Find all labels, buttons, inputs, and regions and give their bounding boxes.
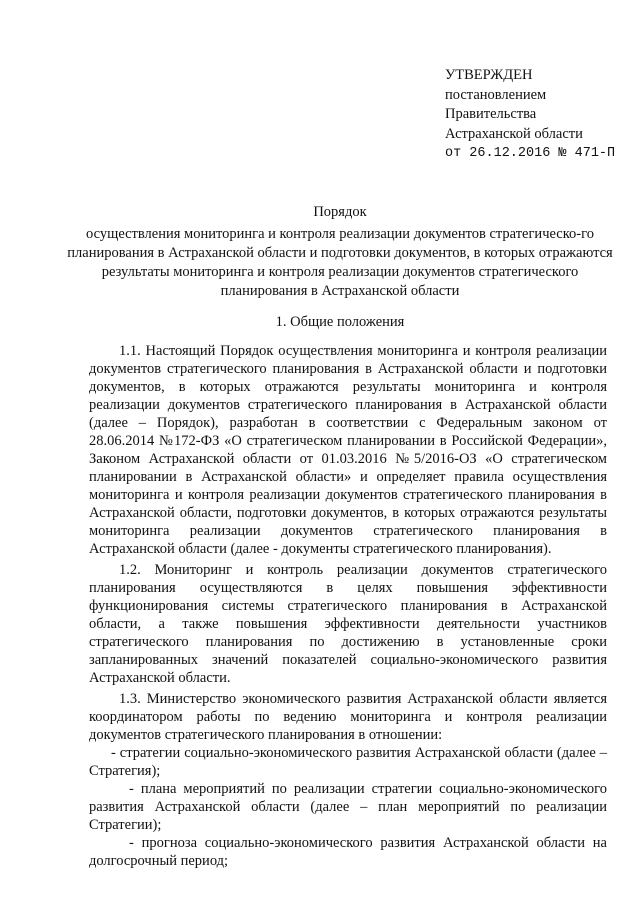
list-item-forecast: - прогноза социально-экономического развития Астраханской области на долгосрочный период; — [89, 835, 607, 869]
section-heading: 1. Общие положения — [275, 314, 405, 330]
document-title — [60, 203, 620, 301]
paragraph-1-2: 1.2. Мониторинг и контроль реализации документов стратегического планирования осуществляются в целях повышения эффективности функционирования системы стратегического планирования в Астраханской области, а также повышения эффективности деятельности участников стратегического планирования по достижению в установленные сроки запланированных значений показателей социально-экономического развития Астраханской области. — [89, 562, 607, 686]
paragraph-1-3: 1.3. Министерство экономического развития Астраханской области является координатором работы по ведению мониторинга и контроля реализации документов стратегического планирования в отношении: — [89, 691, 607, 743]
approval-line: Правительства — [445, 106, 537, 122]
approval-date: от 26.12.2016 № 471-П — [445, 146, 616, 161]
title-heading: Порядок — [313, 204, 367, 220]
approval-line: постановлением — [445, 86, 547, 103]
title-text: осуществления мониторинга и контроля реализации документов стратегическо-го планирования в Астраханской области и подготовки документов, в которых отражаются результаты мониторинга и контроля реализации документов стратегического планирования в Астраханской области — [67, 226, 613, 299]
approval-line: Астраханской области — [445, 125, 583, 142]
paragraph-1-1: 1.1. Настоящий Порядок осуществления мониторинга и контроля реализации документов стратегического планирования в Астраханской области и подготовки документов, в которых отражаются результаты мониторинга и контроля реализации документов стратегического планирования в Астраханской области (далее – Порядок), разработан в соответствии с Федеральным законом от 28.06.2014 №172-ФЗ «О стратегическом планировании в Российской Федерации», Законом Астраханской области от 01.03.2016 №5/2016-ОЗ «О стратегическом планировании в Астраханской области» и определяет правила осуществления мониторинга и контроля реализации документов стратегического планирования в Астраханской области, подготовки документов, в которых отражаются результаты мониторинга реализации документов стратегического планирования в Астраханской области (далее - документы стратегического планирования). — [89, 343, 607, 557]
approval-stamp — [445, 66, 615, 164]
approval-title: УТВЕРЖДЕН — [445, 67, 533, 83]
document-body — [89, 342, 607, 870]
list-item-action-plan: - плана мероприятий по реализации стратегии социально-экономического развития Астраханской области (далее – план мероприятий по реализации Стратегии); — [89, 781, 607, 833]
list-item-strategy: - стратегии социально-экономического развития Астраханской области (далее – Стратегия); — [89, 745, 607, 779]
